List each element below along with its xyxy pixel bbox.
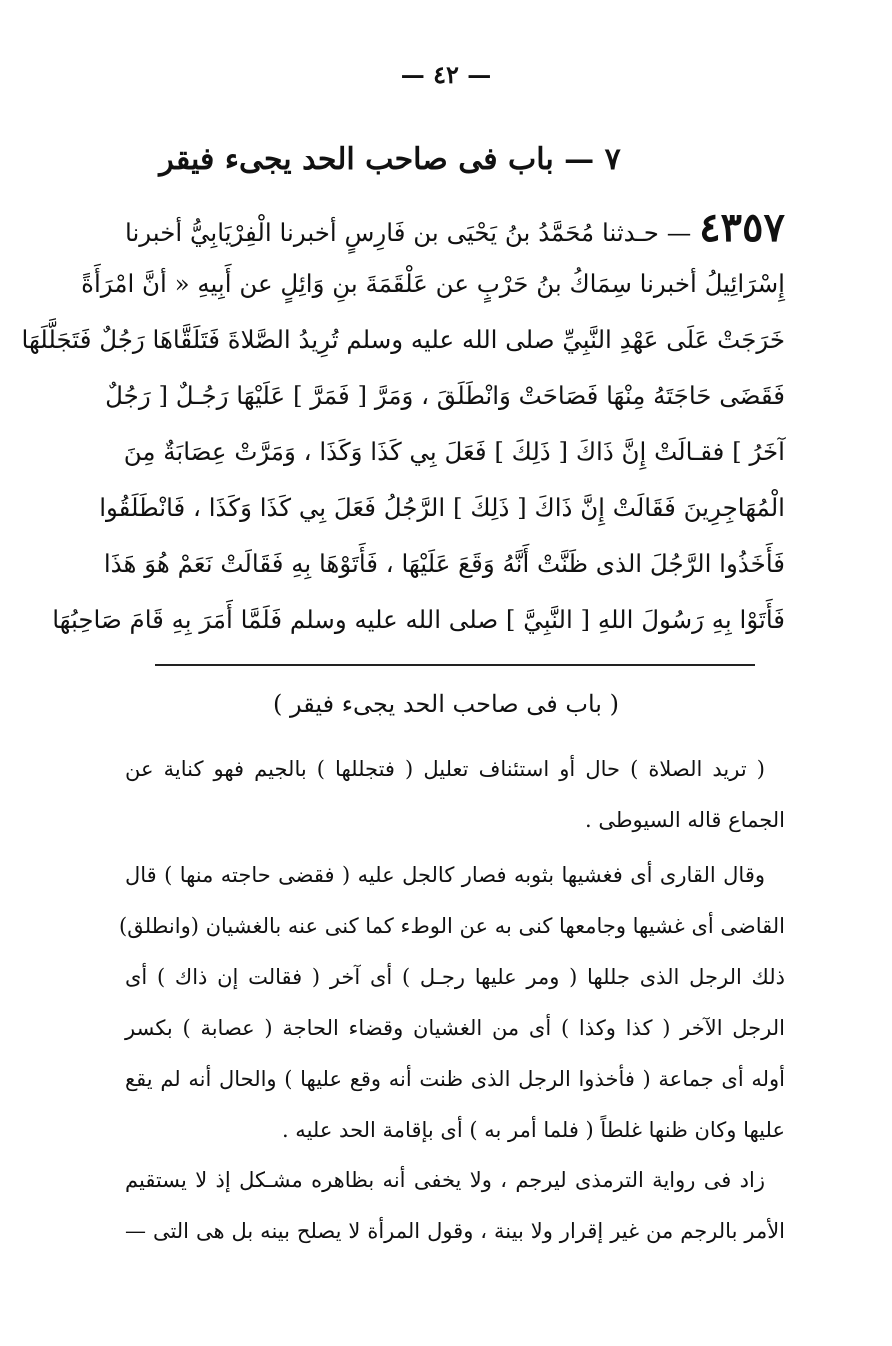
hadith-number: ٤٣٥٧ [699, 204, 785, 251]
hadith-line-text: — حـدثنا مُحَمَّدُ بنُ يَحْيَى بن فَارِسٍ أخبرنا الْفِرْيَابِيُّ أخبرنا [125, 218, 692, 247]
commentary-paragraph [125, 744, 785, 846]
commentary-line: ( تريد الصلاة ) حال أو استئناف تعليل ( فتجللها ) بالجيم فهو كناية عن [125, 757, 765, 781]
chapter-title: ٧ — باب فى صاحب الحد يجىء فيقر [159, 142, 621, 177]
hadith-line: فَأَخَذُوا الرَّجُلَ الذى ظَنَّتْ أَنَّهُ وَقَعَ عَلَيْهَا ، فَأَتَوْهَا بِهِ فَقَالَتْ نَعَمْ هُوَ هَذَا [103, 549, 785, 578]
commentary-line: الرجل الآخر ( كذا وكذا ) أى من الغشيان وقضاء الحاجة ( عصابة ) بكسر [125, 1016, 785, 1040]
commentary-title: ( باب فى صاحب الحد يجىء فيقر ) [273, 690, 619, 718]
commentary-line: القاضى أى غشيها وجامعها كنى به عن الوطء كما كنى عنه بالغشيان (وانطلق) [119, 914, 785, 938]
commentary-line: ذلك الرجل الذى جللها ( ومر عليها رجـل ) أى آخر ( فقالت إن ذاك ) أى [125, 965, 785, 989]
hadith-line: فَأَتَوْا بِهِ رَسُولَ اللهِ [ النَّبِيَّ ] صلى الله عليه وسلم فَلَمَّا أَمَرَ بِهِ قَامَ صَاحِبُهَا [52, 605, 785, 634]
hadith-line: فَقَضَى حَاجَتَهُ مِنْهَا فَصَاحَتْ وَانْطَلَقَ ، وَمَرَّ [ فَمَرَّ ] عَلَيْهَا رَجُـلٌ [ رَجُلٌ [105, 381, 785, 410]
hadith-line: خَرَجَتْ عَلَى عَهْدِ النَّبِيِّ صلى الله عليه وسلم تُرِيدُ الصَّلاةَ فَتَلَقَّاهَا رَجُلٌ فَتَجَلَّلَهَا [21, 325, 785, 354]
hadith-line: آخَرُ ] فقـالَتْ إِنَّ ذَاكَ [ ذَلِكَ ] فَعَلَ بِي كَذَا وَكَذَا ، وَمَرَّتْ عِصَابَةٌ مِنَ [123, 437, 785, 466]
commentary-line: الأمر بالرجم من غير إقرار ولا بينة ، وقول المرأة لا يصلح بينه بل هى التى — [125, 1219, 785, 1243]
commentary-line: زاد فى رواية الترمذى ليرجم ، ولا يخفى أنه بظاهره مشـكل إذ لا يستقيم [125, 1168, 765, 1192]
hadith-text [21, 200, 785, 648]
commentary-line: عليها وكان ظنها غلطاً ( فلما أمر به ) أى بإقامة الحد عليه . [281, 1118, 785, 1142]
section-divider [155, 664, 755, 666]
commentary-line: الجماع قاله السيوطى . [584, 808, 785, 832]
hadith-line: الْمُهَاجِرِينَ فَقَالَتْ إِنَّ ذَاكَ [ ذَلِكَ ] الرَّجُلُ فَعَلَ بِي كَذَا وَكَذَا ، فَانْطَلَقُوا [99, 493, 785, 522]
commentary-line: أوله أى جماعة ( فأخذوا الرجل الذى ظنت أنه وقع عليها ) والحال أنه لم يقع [125, 1067, 785, 1091]
hadith-line [125, 200, 785, 256]
commentary-line: وقال القارى أى فغشيها بثوبه فصار كالجل عليه ( فقضى حاجته منها ) قال [125, 863, 765, 887]
commentary-paragraph [119, 850, 785, 1156]
commentary-paragraph [125, 1155, 785, 1257]
page-number: — ٤٢ — [400, 60, 492, 89]
hadith-line: إِسْرَائِيلُ أخبرنا سِمَاكُ بنُ حَرْبٍ عن عَلْقَمَةَ بنِ وَائِلٍ عن أَبِيهِ « أنَّ امْرَأَةً [81, 269, 785, 298]
